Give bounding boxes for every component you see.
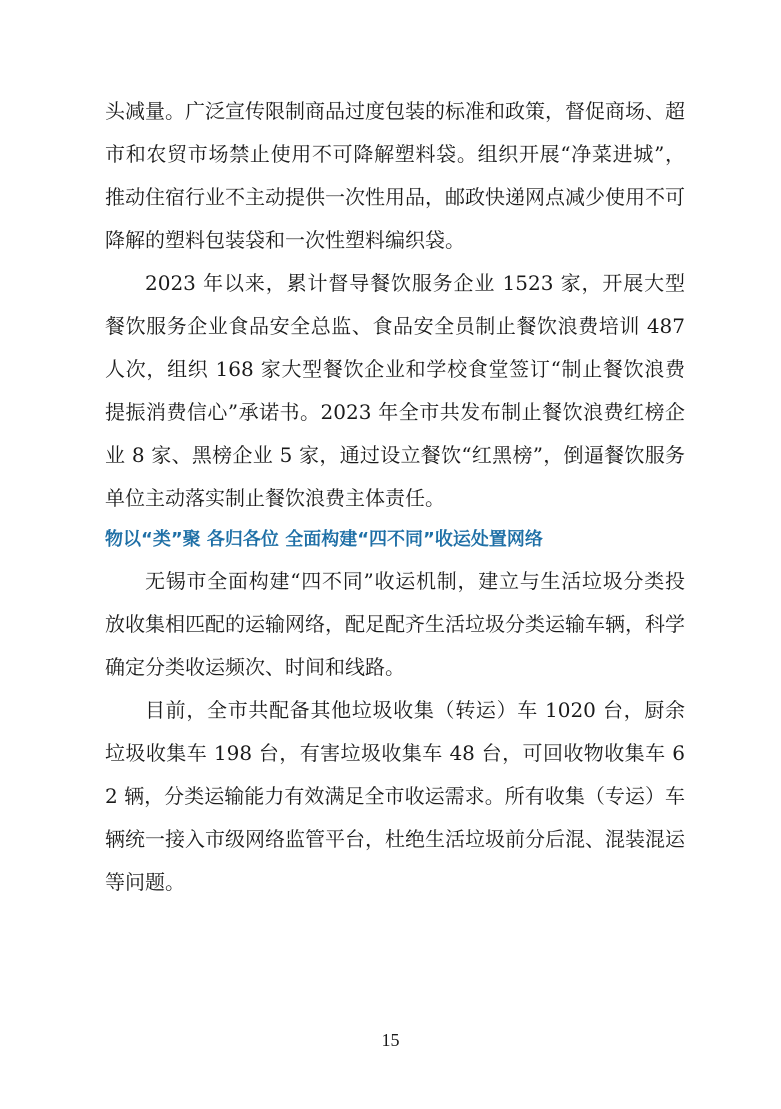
paragraph-vehicle-statistics: 目前，全市共配备其他垃圾收集（转运）车 1020 台，厨余垃圾收集车 198 台，有害垃圾收集车 48 台，可回收物收集车 62 辆，分类运输能力有效满足全市收运需求。所有收集（专运）车辆统一接入市级网络监管平台，杜绝生活垃圾前分后混、混装混运等问题。	[105, 698, 685, 894]
section-heading: 物以“类”聚 各归各位 全面构建“四不同”收运处置网络	[105, 529, 543, 550]
paragraph-continuation: 头减量。广泛宣传限制商品过度包装的标准和政策，督促商场、超市和农贸市场禁止使用不可降解塑料袋。组织开展“净菜进城”，推动住宿行业不主动提供一次性用品，邮政快递网点减少使用不可降解的塑料包装袋和一次性塑料编织袋。	[105, 99, 685, 252]
paragraph-catering-waste: 2023 年以来，累计督导餐饮服务企业 1523 家，开展大型餐饮服务企业食品安全总监、食品安全员制止餐饮浪费培训 487 人次，组织 168 家大型餐饮企业和学校食堂签订“制止餐饮浪费 提振消费信心”承诺书。2023 年全市共发布制止餐饮浪费红榜企业 8 家、黑榜企业 5 家，通过设立餐饮“红黑榜”，倒逼餐饮服务单位主动落实制止餐饮浪费主体责任。	[105, 271, 685, 510]
paragraph-collection-mechanism: 无锡市全面构建“四不同”收运机制，建立与生活垃圾分类投放收集相匹配的运输网络，配足配齐生活垃圾分类运输车辆，科学确定分类收运频次、时间和线路。	[105, 569, 685, 679]
page-number: 15	[381, 1030, 400, 1050]
page-content	[105, 90, 685, 904]
